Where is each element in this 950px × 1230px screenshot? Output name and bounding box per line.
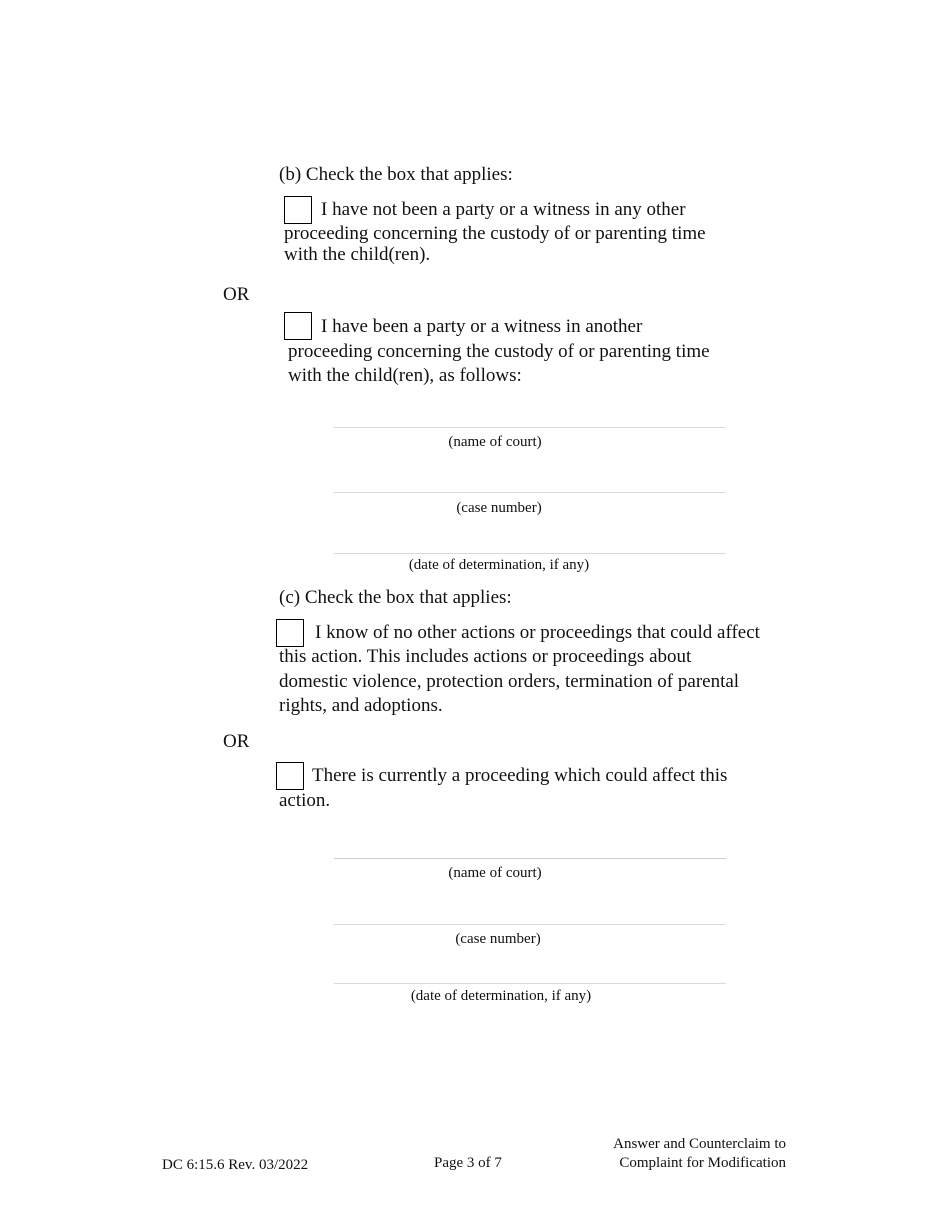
b-date-label: (date of determination, if any) [408, 557, 590, 573]
c-case-number-label: (case number) [455, 931, 541, 947]
c-option2-line2: action. [279, 790, 331, 811]
b-option2-line2: proceeding concerning the custody of or parenting time [288, 341, 710, 362]
c-date-label: (date of determination, if any) [410, 988, 592, 1004]
c-option1-line2: this action. This includes actions or proceedings about [279, 646, 692, 667]
form-title-line1: Answer and Counterclaim to [613, 1136, 786, 1152]
c-date-line[interactable] [334, 983, 726, 984]
section-b-heading: (b) Check the box that applies: [279, 164, 513, 185]
checkbox-b-had-proceeding[interactable] [284, 312, 312, 340]
b-date-line[interactable] [334, 553, 726, 554]
or-label-c: OR [223, 731, 250, 752]
c-option1-line3: domestic violence, protection orders, termination of parental [279, 671, 740, 692]
b-option2-line3: with the child(ren), as follows: [288, 365, 522, 386]
form-id: DC 6:15.6 Rev. 03/2022 [162, 1157, 309, 1173]
c-option2-line1: There is currently a proceeding which could affect this [312, 765, 728, 786]
page-number: Page 3 of 7 [434, 1155, 502, 1171]
or-label-b: OR [223, 284, 250, 305]
checkbox-c-current-proceeding[interactable] [276, 762, 304, 790]
b-court-name-label: (name of court) [448, 434, 542, 450]
b-option1-line3: with the child(ren). [284, 244, 431, 265]
form-title-line2: Complaint for Modification [619, 1155, 786, 1171]
section-c-heading: (c) Check the box that applies: [279, 587, 512, 608]
c-option1-line4: rights, and adoptions. [279, 695, 443, 716]
c-case-number-line[interactable] [334, 924, 726, 925]
c-option1-line1: I know of no other actions or proceedings that could affect [315, 622, 760, 643]
b-option1-line2: proceeding concerning the custody of or parenting time [284, 223, 706, 244]
checkbox-b-no-proceeding[interactable] [284, 196, 312, 224]
b-case-number-label: (case number) [456, 500, 542, 516]
b-option2-line1: I have been a party or a witness in another [321, 316, 643, 337]
c-court-name-label: (name of court) [448, 865, 542, 881]
b-case-number-line[interactable] [334, 492, 726, 493]
c-court-name-line[interactable] [334, 858, 726, 859]
b-option1-line1: I have not been a party or a witness in any other [321, 199, 686, 220]
b-court-name-line[interactable] [334, 427, 726, 428]
checkbox-c-no-actions[interactable] [276, 619, 304, 647]
